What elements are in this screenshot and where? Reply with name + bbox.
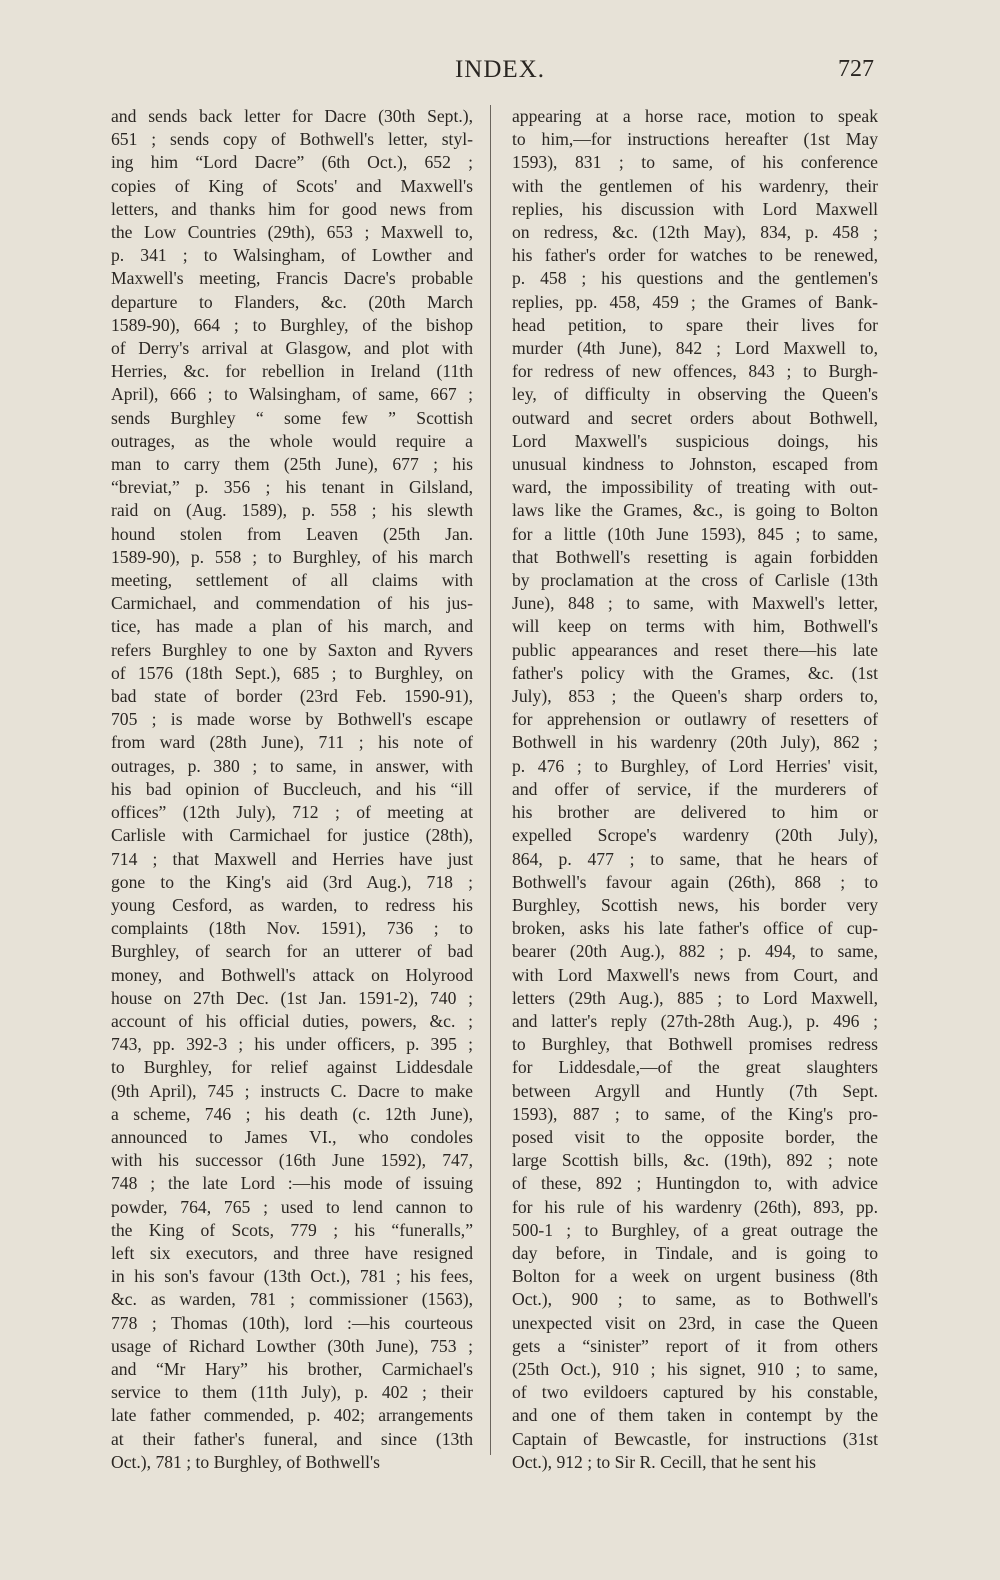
index-line: letters (29th Aug.), 885 ; to Lord Maxwell, <box>512 987 878 1008</box>
index-line: refers Burghley to one by Saxton and Ryvers <box>111 639 473 660</box>
index-line: father's policy with the Grames, &c. (1st <box>512 662 878 683</box>
index-line: tice, has made a plan of his march, and <box>111 616 473 637</box>
index-line: at their father's funeral, and since (13th <box>111 1428 473 1449</box>
index-line: outrages, p. 380 ; to same, in answer, with <box>111 755 473 776</box>
index-line: ley, of difficulty in observing the Queen's <box>512 384 878 405</box>
index-line: bearer (20th Aug.), 882 ; p. 494, to same, <box>512 941 878 962</box>
index-line: late father commended, p. 402; arrangements <box>111 1405 473 1426</box>
index-line: 714 ; that Maxwell and Herries have just <box>111 848 473 869</box>
index-line: Herries, &c. for rebellion in Ireland (11th <box>111 361 473 382</box>
index-line: by proclamation at the cross of Carlisle (13th <box>512 570 878 591</box>
index-line: left six executors, and three have resigned <box>111 1242 473 1263</box>
index-line: outrages, as the whole would require a <box>111 430 473 451</box>
index-line: for Liddesdale,—of the great slaughters <box>512 1057 878 1078</box>
index-line: p. 476 ; to Burghley, of Lord Herries' visit, <box>512 755 878 776</box>
index-line: 500-1 ; to Burghley, of a great outrage the <box>512 1219 878 1240</box>
index-line: 651 ; sends copy of Bothwell's letter, styl- <box>111 129 473 150</box>
index-line: 778 ; Thomas (10th), lord :—his courteous <box>111 1312 473 1333</box>
index-line: of 1576 (18th Sept.), 685 ; to Burghley, on <box>111 662 473 683</box>
index-line: of two evildoers captured by his constable, <box>512 1382 878 1403</box>
index-line: to him,—for instructions hereafter (1st May <box>512 129 878 150</box>
index-line: April), 666 ; to Walsingham, of same, 667 ; <box>111 384 473 405</box>
index-line: 705 ; is made worse by Bothwell's escape <box>111 709 473 730</box>
index-line: 748 ; the late Lord :—his mode of issuing <box>111 1173 473 1194</box>
index-line: July), 853 ; the Queen's sharp orders to, <box>512 686 878 707</box>
index-line: for apprehension or outlawry of resetters of <box>512 709 878 730</box>
index-line: Oct.), 781 ; to Burghley, of Bothwell's <box>111 1451 381 1472</box>
index-line: meeting, settlement of all claims with <box>111 570 473 591</box>
index-line: Bothwell's favour again (26th), 868 ; to <box>512 871 878 892</box>
index-line: outward and secret orders about Bothwell, <box>512 407 878 428</box>
index-line: gone to the King's aid (3rd Aug.), 718 ; <box>111 871 473 892</box>
index-line: for a little (10th June 1593), 845 ; to same, <box>512 523 878 544</box>
index-line: for his rule of his wardenry (26th), 893, pp. <box>512 1196 878 1217</box>
index-line: unusual kindness to Johnston, escaped from <box>512 454 878 475</box>
index-line: bad state of border (23rd Feb. 1590-91), <box>111 686 473 707</box>
index-line: man to carry them (25th June), 677 ; his <box>111 454 473 475</box>
index-line: “breviat,” p. 356 ; his tenant in Gilsland, <box>111 477 473 498</box>
index-line: and “Mr Hary” his brother, Carmichael's <box>111 1358 473 1379</box>
index-line: Carmichael, and commendation of his jus- <box>111 593 473 614</box>
index-line: from ward (28th June), 711 ; his note of <box>111 732 473 753</box>
index-line: 864, p. 477 ; to same, that he hears of <box>512 848 878 869</box>
index-line: p. 341 ; to Walsingham, of Lowther and <box>111 245 473 266</box>
index-line: copies of King of Scots' and Maxwell's <box>111 175 473 196</box>
index-line: his father's order for watches to be renewed, <box>512 245 878 266</box>
index-line: on redress, &c. (12th May), 834, p. 458 ; <box>512 222 878 243</box>
index-line: with the gentlemen of his wardenry, their <box>512 175 878 196</box>
index-line: a scheme, 746 ; his death (c. 12th June), <box>111 1103 473 1124</box>
index-line: laws like the Grames, &c., is going to Bolton <box>512 500 878 521</box>
index-line: of Derry's arrival at Glasgow, and plot with <box>111 338 473 359</box>
index-line: 1589-90), p. 558 ; to Burghley, of his march <box>111 546 473 567</box>
index-line: announced to James VI., who condoles <box>111 1126 473 1147</box>
index-line: appearing at a horse race, motion to speak <box>512 106 878 126</box>
index-line: of these, 892 ; Huntingdon to, with advice <box>512 1173 878 1194</box>
page-title: INDEX. <box>454 56 545 83</box>
right-column <box>512 105 878 1474</box>
index-line: head petition, to spare their lives for <box>512 314 878 335</box>
index-line: gets a “sinister” report of it from others <box>512 1335 878 1356</box>
index-line: Maxwell's meeting, Francis Dacre's probable <box>111 268 473 289</box>
index-line: offices” (12th July), 712 ; of meeting at <box>111 802 473 823</box>
index-line: murder (4th June), 842 ; Lord Maxwell to, <box>512 338 878 359</box>
index-line: replies, pp. 458, 459 ; the Grames of Bank- <box>512 291 878 312</box>
index-line: large Scottish bills, &c. (19th), 892 ; note <box>512 1150 878 1171</box>
index-line: hound stolen from Leaven (25th Jan. <box>111 523 473 544</box>
index-line: that Bothwell's resetting is again forbidden <box>512 546 878 567</box>
index-line: money, and Bothwell's attack on Holyrood <box>111 964 473 985</box>
index-line: in his son's favour (13th Oct.), 781 ; his fees, <box>111 1266 473 1287</box>
index-line: 1589-90), 664 ; to Burghley, of the bishop <box>111 314 473 335</box>
index-line: his bad opinion of Buccleuch, and his “ill <box>111 778 473 799</box>
index-line: departure to Flanders, &c. (20th March <box>111 291 473 312</box>
index-line: broken, asks his late father's office of cup- <box>512 918 878 939</box>
index-line: Oct.), 912 ; to Sir R. Cecill, that he sent his <box>512 1451 816 1472</box>
index-line: service to them (11th July), p. 402 ; their <box>111 1382 473 1403</box>
index-line: the King of Scots, 779 ; his “funeralls,” <box>111 1219 473 1240</box>
index-line: ing him “Lord Dacre” (6th Oct.), 652 ; <box>111 152 473 173</box>
index-line: young Cesford, as warden, to redress his <box>111 894 473 915</box>
index-line: his brother are delivered to him or <box>512 802 878 823</box>
index-line: to Burghley, that Bothwell promises redress <box>512 1034 878 1055</box>
index-line: expelled Scrope's wardenry (20th July), <box>512 825 878 846</box>
index-line: ward, the impossibility of treating with out- <box>512 477 878 498</box>
index-line: and latter's reply (27th-28th Aug.), p. 496 ; <box>512 1010 878 1031</box>
index-line: posed visit to the opposite border, the <box>512 1126 878 1147</box>
index-line: house on 27th Dec. (1st Jan. 1591-2), 740 ; <box>111 987 473 1008</box>
left-column <box>111 105 473 1474</box>
index-line: Captain of Bewcastle, for instructions (31st <box>512 1428 878 1449</box>
index-line: will keep on terms with him, Bothwell's <box>512 616 878 637</box>
index-line: and one of them taken in contempt by the <box>512 1405 878 1426</box>
index-line: Lord Maxwell's suspicious doings, his <box>512 430 878 451</box>
index-line: Bolton for a week on urgent business (8th <box>512 1266 878 1287</box>
index-line: Carlisle with Carmichael for justice (28th), <box>111 825 473 846</box>
index-line: usage of Richard Lowther (30th June), 753 ; <box>111 1335 473 1356</box>
index-line: 1593), 887 ; to same, of the King's pro- <box>512 1103 878 1124</box>
index-line: Burghley, Scottish news, his border very <box>512 894 878 915</box>
index-line: (25th Oct.), 910 ; his signet, 910 ; to same, <box>512 1358 878 1379</box>
index-line: 743, pp. 392-3 ; his under officers, p. 395 ; <box>111 1034 473 1055</box>
index-line: the Low Countries (29th), 653 ; Maxwell to, <box>111 222 473 243</box>
index-line: powder, 764, 765 ; used to lend cannon to <box>111 1196 473 1217</box>
index-line: raid on (Aug. 1589), p. 558 ; his slewth <box>111 500 473 521</box>
index-line: June), 848 ; to same, with Maxwell's letter, <box>512 593 878 614</box>
column-divider <box>490 105 491 1455</box>
index-line: &c. as warden, 781 ; commissioner (1563), <box>111 1289 473 1310</box>
index-line: sends Burghley “ some few ” Scottish <box>111 407 473 428</box>
index-line: and sends back letter for Dacre (30th Sept.), <box>111 106 473 126</box>
index-line: with his successor (16th June 1592), 747, <box>111 1150 473 1171</box>
index-line: between Argyll and Huntly (7th Sept. <box>512 1080 878 1101</box>
index-line: p. 458 ; his questions and the gentlemen's <box>512 268 878 289</box>
index-line: with Lord Maxwell's news from Court, and <box>512 964 878 985</box>
index-line: (9th April), 745 ; instructs C. Dacre to make <box>111 1080 473 1101</box>
index-line: unexpected visit on 23rd, in case the Queen <box>512 1312 878 1333</box>
index-line: account of his official duties, powers, &c. ; <box>111 1010 473 1031</box>
index-line: public appearances and reset there—his late <box>512 639 878 660</box>
index-line: and offer of service, if the murderers of <box>512 778 878 799</box>
index-line: Burghley, of search for an utterer of bad <box>111 941 473 962</box>
page-number: 727 <box>838 56 874 82</box>
index-line: Bothwell in his wardenry (20th July), 862 ; <box>512 732 878 753</box>
index-line: to Burghley, for relief against Liddesdale <box>111 1057 473 1078</box>
index-line: complaints (18th Nov. 1591), 736 ; to <box>111 918 473 939</box>
index-line: replies, his discussion with Lord Maxwell <box>512 198 878 219</box>
index-line: day before, in Tindale, and is going to <box>512 1242 878 1263</box>
running-head <box>0 56 1000 86</box>
index-line: letters, and thanks him for good news from <box>111 198 473 219</box>
index-line: 1593), 831 ; to same, of his conference <box>512 152 878 173</box>
index-line: for redress of new offences, 843 ; to Burgh- <box>512 361 878 382</box>
index-line: Oct.), 900 ; to same, as to Bothwell's <box>512 1289 878 1310</box>
